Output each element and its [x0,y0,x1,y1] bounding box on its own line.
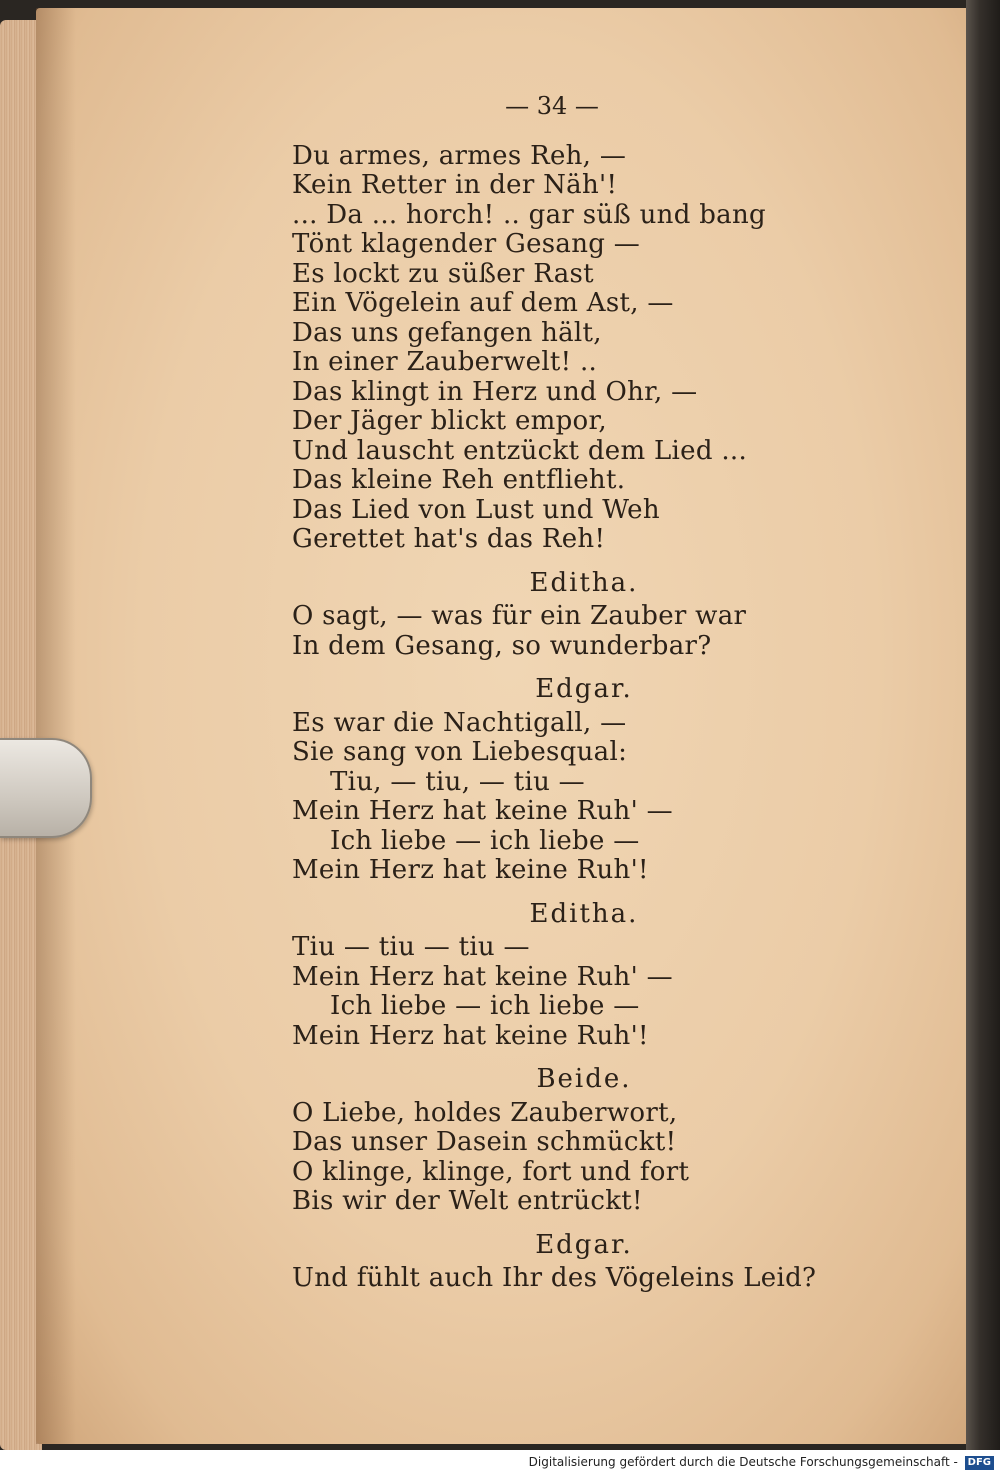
verse-line: Es war die Nachtigall, — [292,707,627,738]
verse-line: O klinge, klinge, fort und fort [292,1156,690,1187]
verse-line: Das klingt in Herz und Ohr, — [292,376,698,407]
verse-line: O Liebe, holdes Zauberwort, [292,1097,678,1128]
verse-block [292,709,812,886]
gutter-shadow [36,8,76,1444]
verse-line: Das uns gefangen hält, [292,317,602,348]
footer-credit [0,1450,1000,1474]
verse-block [292,1263,817,1294]
book-cover-edge [966,0,1000,1450]
verse-line: Gerettet hat's das Reh! [292,524,606,554]
bookmark-tab [0,738,92,838]
speaker-name: Editha. [529,567,639,598]
verse-line: Tönt klagender Gesang — [292,229,641,259]
speaker-name: Beide. [536,1064,632,1094]
verse-line: Ich liebe — ich liebe — [330,991,640,1021]
verse-line: Der Jäger blickt empor, [292,406,607,436]
verse-line: ... Da ... horch! .. gar süß und bang [292,199,766,230]
verse-line: In dem Gesang, so wunderbar? [292,630,712,661]
speaker-name: Editha. [529,898,639,929]
verse-line: Das kleine Reh entflieht. [292,465,626,495]
verse-line: O sagt, — was für ein Zauber war [292,601,747,631]
verse-line: Sie sang von Liebesqual: [292,737,628,767]
verse-block [292,142,812,555]
verse-line: Kein Retter in der Näh'! [292,170,618,200]
verse-line: Es lockt zu süßer Rast [292,258,594,289]
verse-line: Bis wir der Welt entrückt! [292,1186,643,1216]
verse-line: Das Lied von Lust und Weh [292,494,660,525]
speaker-name: Edgar. [535,674,633,704]
speaker-name: Edgar. [535,1229,633,1260]
page-number: — 34 — [505,92,599,120]
verse-line: Mein Herz hat keine Ruh' — [292,796,673,826]
verse-block [292,1099,812,1217]
verse-line: Das unser Dasein schmückt! [292,1127,677,1157]
verse-line: Mein Herz hat keine Ruh'! [292,855,649,885]
verse-block [292,933,812,1051]
footer-text: Digitalisierung gefördert durch die Deutsche Forschungsgemeinschaft - [528,1455,958,1469]
page-content [292,92,817,1294]
verse-line: Mein Herz hat keine Ruh' — [292,961,673,992]
verse-block [292,602,812,661]
verse-line: Und fühlt auch Ihr des Vögeleins Leid? [292,1263,817,1293]
verse-line: Tiu — tiu — tiu — [292,932,530,962]
verse-line: In einer Zauberwelt! .. [292,347,598,377]
verse-line: Und lauscht entzückt dem Lied ... [292,435,748,466]
verse-line: Ein Vögelein auf dem Ast, — [292,288,674,318]
verse-line: Du armes, armes Reh, — [292,140,627,171]
verse-line: Ich liebe — ich liebe — [330,825,640,856]
dfg-logo: DFG [965,1456,994,1470]
verse-line: Mein Herz hat keine Ruh'! [292,1020,649,1051]
text-blocks [292,140,817,1294]
verse-line: Tiu, — tiu, — tiu — [330,766,585,797]
